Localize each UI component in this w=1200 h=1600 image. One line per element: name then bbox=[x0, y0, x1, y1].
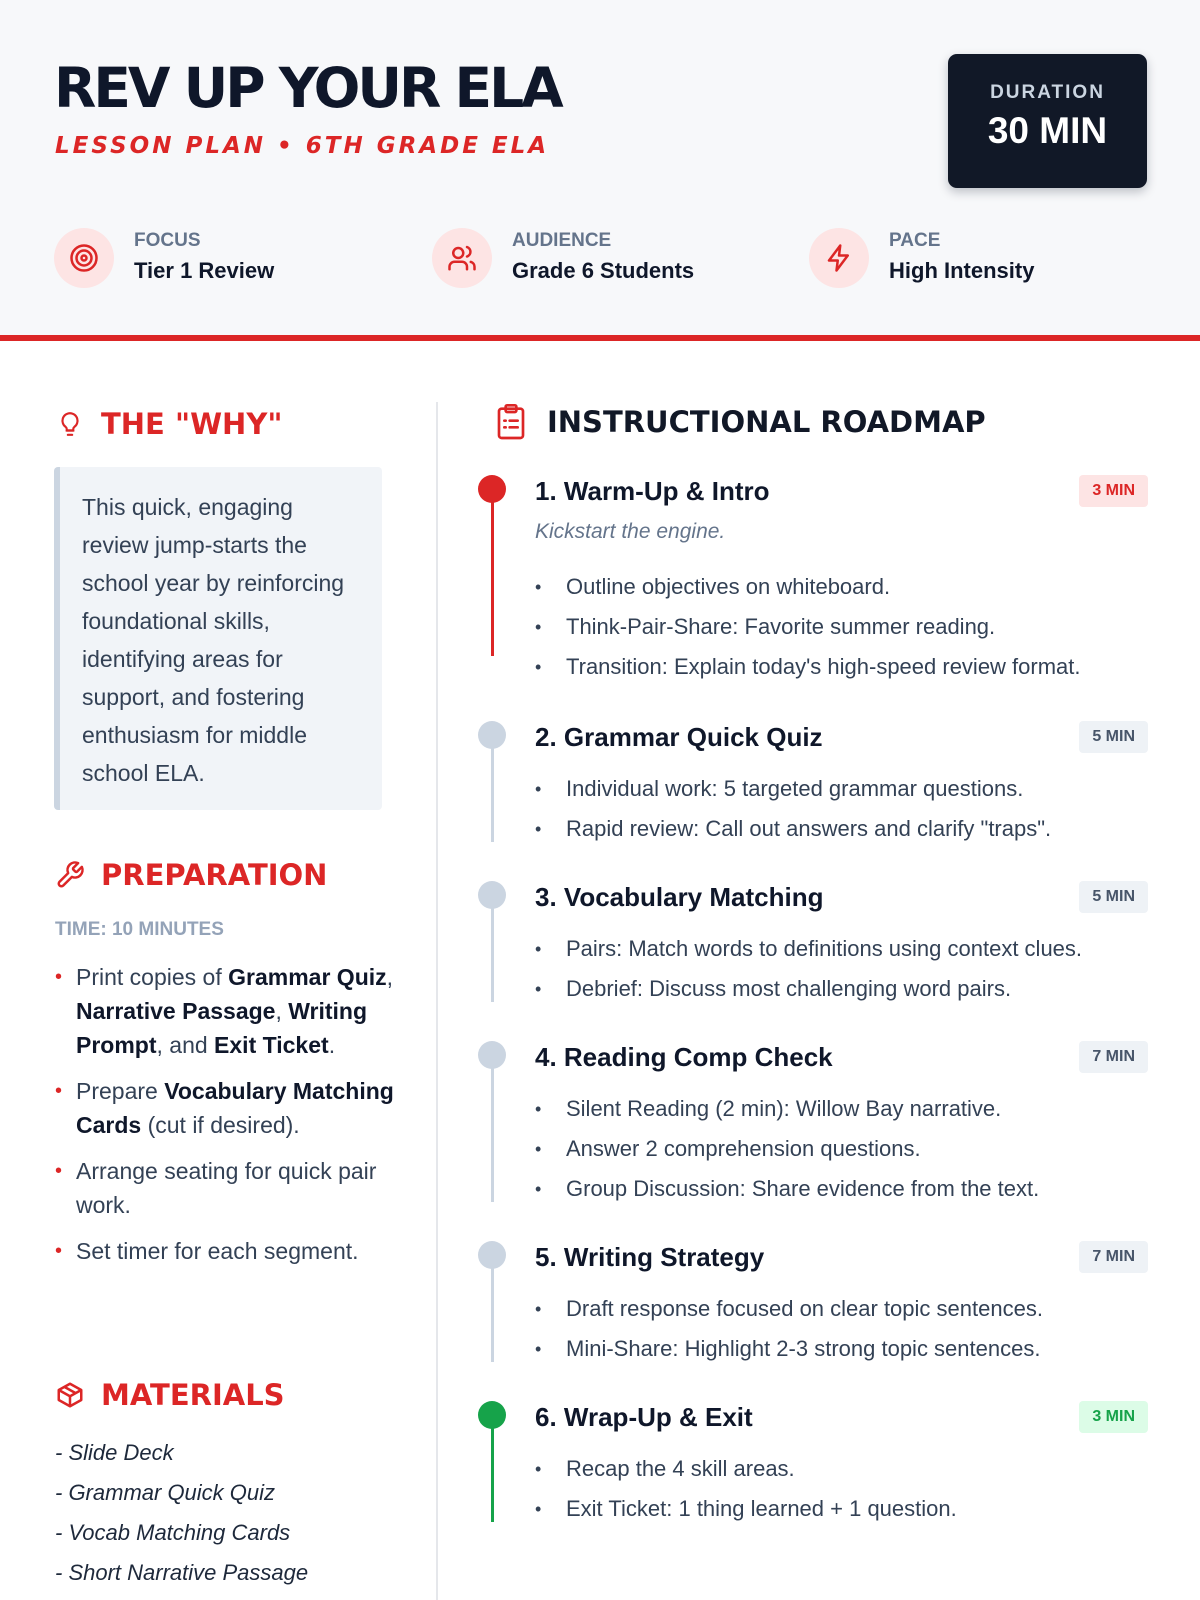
duration-card bbox=[948, 54, 1147, 188]
preparation-item-text: Print copies of bbox=[76, 964, 229, 990]
step-duration-badge: 7 MIN bbox=[1079, 1041, 1148, 1073]
lightning-icon bbox=[809, 228, 869, 288]
materials-heading-text: MATERIALS bbox=[101, 1378, 285, 1412]
timeline-dot bbox=[478, 721, 506, 749]
box-icon bbox=[55, 1380, 85, 1410]
step-title: 2. Grammar Quick Quiz bbox=[535, 722, 823, 752]
timeline-dot bbox=[478, 1241, 506, 1269]
preparation-heading bbox=[55, 858, 327, 892]
step-bullet: • Mini-Share: Highlight 2-3 strong topic sentences. bbox=[535, 1336, 1043, 1376]
wrench-icon bbox=[55, 860, 85, 890]
step-title: 6. Wrap-Up & Exit bbox=[535, 1402, 753, 1432]
why-heading bbox=[55, 407, 282, 441]
meta-label: PACE bbox=[889, 230, 941, 251]
why-text: This quick, engaging review jump-starts the school year by reinforcing foundational skills, identifying areas for support, and fostering enthusiasm for middle school ELA. bbox=[82, 494, 345, 786]
step-duration-badge: 7 MIN bbox=[1079, 1241, 1148, 1273]
step-bullet: • Recap the 4 skill areas. bbox=[535, 1456, 957, 1496]
preparation-item-emphasis: Grammar Quiz bbox=[228, 964, 387, 990]
target-icon bbox=[54, 228, 114, 288]
clipboard-icon bbox=[494, 403, 528, 441]
step-bullets bbox=[535, 1456, 957, 1536]
material-item: - Short Narrative Passage bbox=[55, 1560, 309, 1585]
step-bullet: • Pairs: Match words to definitions using context clues. bbox=[535, 936, 1082, 976]
step-bullet: • Debrief: Discuss most challenging word pairs. bbox=[535, 976, 1082, 1016]
step-bullet: • Rapid review: Call out answers and clarify "traps". bbox=[535, 816, 1051, 856]
step-title: 3. Vocabulary Matching bbox=[535, 882, 824, 912]
timeline-line bbox=[491, 907, 494, 1002]
meta-value: High Intensity bbox=[889, 258, 1035, 283]
meta-value: Tier 1 Review bbox=[134, 258, 275, 283]
step-bullets bbox=[535, 1296, 1043, 1376]
step-bullet: • Think-Pair-Share: Favorite summer reading. bbox=[535, 614, 1081, 654]
step-bullet: • Exit Ticket: 1 thing learned + 1 question. bbox=[535, 1496, 957, 1536]
timeline-line bbox=[491, 501, 494, 656]
preparation-list bbox=[55, 960, 395, 1280]
preparation-item-text: . bbox=[328, 1032, 336, 1058]
step-bullets bbox=[535, 574, 1081, 694]
preparation-item-text: Prepare bbox=[76, 1078, 165, 1104]
preparation-item-emphasis: Vocabulary Matching Cards bbox=[76, 1078, 394, 1138]
preparation-item-text: Arrange seating for quick pair work. bbox=[76, 1158, 377, 1218]
preparation-item-text: , bbox=[275, 998, 289, 1024]
users-icon bbox=[432, 228, 492, 288]
step-bullets bbox=[535, 1096, 1039, 1216]
step-duration-badge: 5 MIN bbox=[1079, 721, 1148, 753]
step-title: 5. Writing Strategy bbox=[535, 1242, 765, 1272]
preparation-item-text: (cut if desired). bbox=[141, 1112, 300, 1138]
step-bullet: • Answer 2 comprehension questions. bbox=[535, 1136, 1039, 1176]
duration-value: 30 MIN bbox=[987, 110, 1108, 151]
material-item: - Vocab Matching Cards bbox=[55, 1520, 291, 1545]
material-item: - Grammar Quick Quiz bbox=[55, 1480, 276, 1505]
preparation-item bbox=[55, 1154, 395, 1222]
column-divider bbox=[436, 402, 438, 1600]
timeline-line bbox=[491, 747, 494, 842]
step-bullets bbox=[535, 936, 1082, 1016]
timeline-line bbox=[491, 1067, 494, 1202]
timeline-line bbox=[491, 1267, 494, 1362]
timeline-dot bbox=[478, 1041, 506, 1069]
step-bullet: • Individual work: 5 targeted grammar questions. bbox=[535, 776, 1051, 816]
step-bullet: • Draft response focused on clear topic sentences. bbox=[535, 1296, 1043, 1336]
step-duration-badge: 5 MIN bbox=[1079, 881, 1148, 913]
step-duration-badge: 3 MIN bbox=[1079, 1401, 1148, 1433]
preparation-item-text: Set timer for each segment. bbox=[76, 1238, 359, 1264]
roadmap-heading bbox=[494, 403, 986, 441]
preparation-item-emphasis: Writing Prompt bbox=[76, 998, 368, 1058]
preparation-item bbox=[55, 1234, 395, 1268]
preparation-item-text: , bbox=[386, 964, 394, 990]
why-heading-text: THE "WHY" bbox=[101, 407, 283, 441]
preparation-item bbox=[55, 1074, 395, 1142]
page-title: REV UP YOUR ELA bbox=[54, 56, 561, 120]
preparation-item bbox=[55, 960, 395, 1062]
step-title: 1. Warm-Up & Intro bbox=[535, 476, 770, 506]
preparation-heading-text: PREPARATION bbox=[101, 858, 328, 892]
preparation-item-emphasis: Narrative Passage bbox=[76, 998, 276, 1024]
duration-label: DURATION bbox=[990, 82, 1105, 103]
roadmap-heading-text: INSTRUCTIONAL ROADMAP bbox=[547, 405, 986, 439]
timeline-dot bbox=[478, 475, 506, 503]
step-bullet: • Transition: Explain today's high-speed review format. bbox=[535, 654, 1081, 694]
meta-label: AUDIENCE bbox=[512, 230, 612, 251]
step-subtitle: Kickstart the engine. bbox=[535, 520, 726, 543]
step-bullet: • Silent Reading (2 min): Willow Bay narrative. bbox=[535, 1096, 1039, 1136]
timeline-dot bbox=[478, 881, 506, 909]
step-bullet: • Outline objectives on whiteboard. bbox=[535, 574, 1081, 614]
preparation-item-text: , and bbox=[156, 1032, 215, 1058]
preparation-item-emphasis: Exit Ticket bbox=[214, 1032, 329, 1058]
materials-heading bbox=[55, 1378, 285, 1412]
meta-label: FOCUS bbox=[134, 230, 201, 251]
page-subtitle: LESSON PLAN • 6TH GRADE ELA bbox=[55, 133, 550, 159]
material-item: - Slide Deck bbox=[55, 1440, 174, 1465]
timeline-line bbox=[491, 1427, 494, 1522]
timeline-dot bbox=[478, 1401, 506, 1429]
step-bullets bbox=[535, 776, 1051, 856]
step-duration-badge: 3 MIN bbox=[1079, 475, 1148, 507]
lightbulb-icon bbox=[55, 409, 85, 439]
meta-value: Grade 6 Students bbox=[512, 258, 695, 283]
why-callout bbox=[54, 467, 382, 810]
page-header bbox=[0, 0, 1200, 341]
step-title: 4. Reading Comp Check bbox=[535, 1042, 833, 1072]
preparation-time: TIME: 10 MINUTES bbox=[55, 919, 224, 940]
step-bullet: • Group Discussion: Share evidence from the text. bbox=[535, 1176, 1039, 1216]
